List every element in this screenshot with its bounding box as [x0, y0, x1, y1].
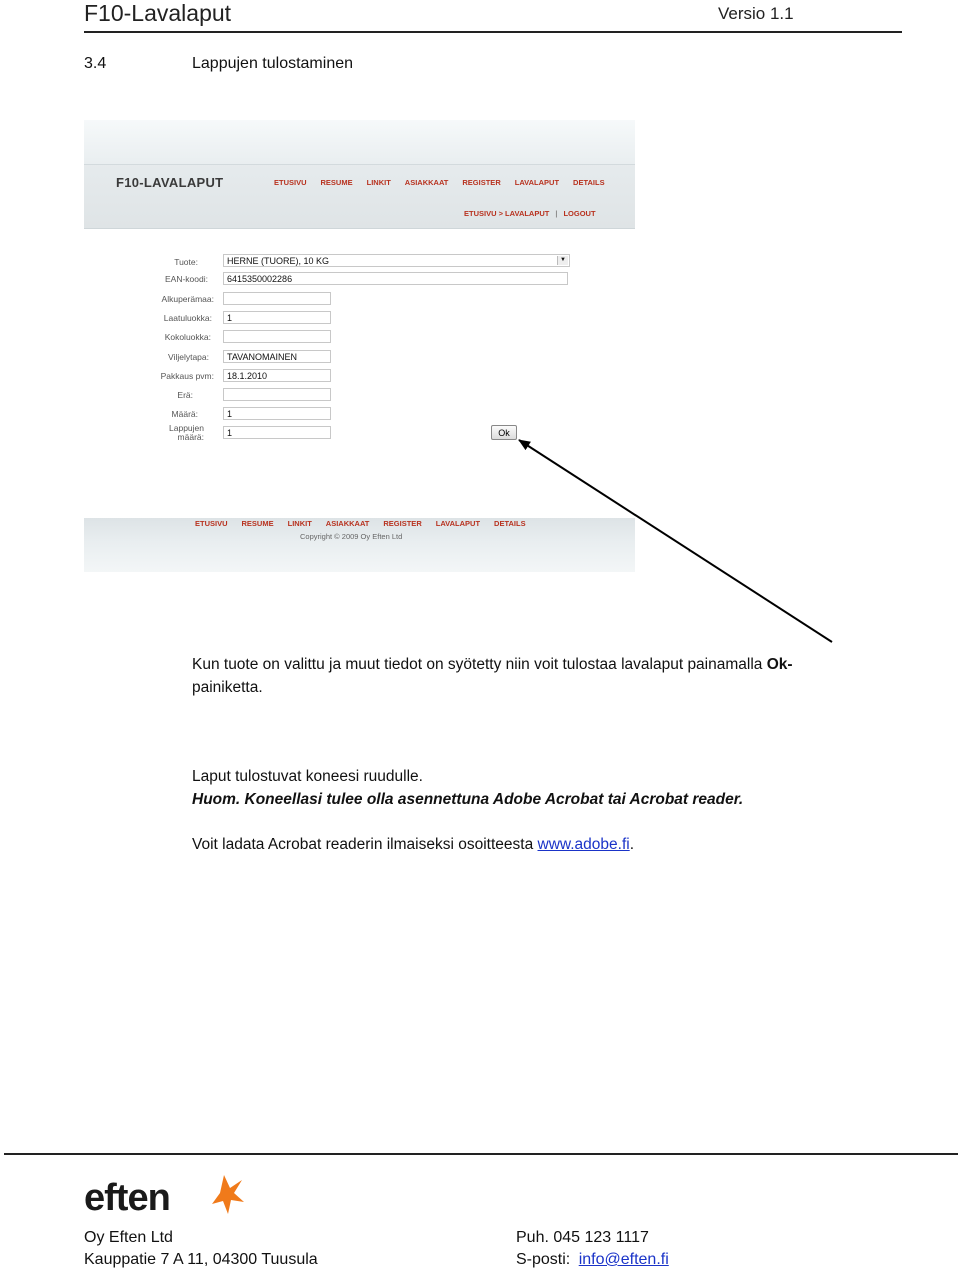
labels-count-label-line2: määrä: [177, 432, 204, 442]
email-row [516, 1251, 669, 1269]
footer-divider [4, 1153, 958, 1155]
top-nav-register[interactable]: REGISTER [462, 178, 501, 187]
eften-logo-mark [84, 1172, 254, 1220]
origin-label: Alkuperämaa: [161, 294, 214, 304]
quality-input[interactable]: 1 [223, 311, 331, 324]
download-paragraph [192, 833, 634, 856]
chevron-down-icon[interactable]: ▼ [557, 256, 568, 265]
amount-input[interactable]: 1 [223, 407, 331, 420]
instruction-text: Kun tuote on valittu ja muut tiedot on syötetty niin voit tulostaa lavalaput painamalla [192, 656, 767, 673]
labels-count-input[interactable]: 1 [223, 426, 331, 439]
labels-count-label-line1: Lappujen [169, 423, 204, 433]
section-number: 3.4 [84, 55, 107, 72]
adobe-link[interactable]: www.adobe.fi [537, 836, 630, 853]
bottom-nav-register[interactable]: REGISTER [383, 519, 422, 528]
bottom-nav-linkit[interactable]: LINKIT [287, 519, 312, 528]
instruction-paragraph [192, 653, 892, 699]
instruction-text-2: painiketta. [192, 679, 263, 696]
app-logo: F10-LAVALAPUT [116, 175, 224, 190]
instruction-bold: Ok- [766, 656, 793, 673]
ean-input[interactable]: 6415350002286 [223, 272, 568, 285]
section-title: Lappujen tulostaminen [192, 55, 354, 72]
document-title: F10-Lavalaput [84, 0, 232, 26]
top-nav-linkit[interactable]: LINKIT [366, 178, 391, 187]
amount-label: Määrä: [171, 409, 198, 419]
email-label: S-posti: [516, 1251, 571, 1268]
size-label: Kokoluokka: [164, 332, 211, 342]
product-select-value: HERNE (TUORE), 10 KG [227, 256, 330, 266]
download-text: Voit ladata Acrobat readerin ilmaiseksi osoitteesta [192, 836, 538, 853]
print-info: Laput tulostuvat koneesi ruudulle. [192, 768, 423, 785]
method-input[interactable]: TAVANOMAINEN [223, 350, 331, 363]
star-icon [212, 1175, 244, 1214]
bottom-nav-lavalaput[interactable]: LAVALAPUT [435, 519, 481, 528]
top-nav-details[interactable]: DETAILS [573, 178, 605, 187]
company-address: Kauppatie 7 A 11, 04300 Tuusula [84, 1251, 318, 1268]
pack-date-label: Pakkaus pvm: [160, 371, 214, 381]
quality-label: Laatuluokka: [163, 313, 212, 323]
top-nav-etusivu[interactable]: ETUSIVU [274, 178, 307, 187]
batch-label: Erä: [177, 390, 193, 400]
bottom-nav-asiakkaat[interactable]: ASIAKKAAT [325, 519, 370, 528]
download-end: . [629, 836, 635, 853]
company-name: Oy Eften Ltd [84, 1229, 173, 1246]
email-link[interactable]: info@eften.fi [578, 1251, 669, 1268]
breadcrumb-trail[interactable]: ETUSIVU > LAVALAPUT [464, 209, 550, 218]
eften-logo [84, 1172, 254, 1225]
pack-date-input[interactable]: 18.1.2010 [223, 369, 331, 382]
top-nav-resume[interactable]: RESUME [320, 178, 353, 187]
logout-link[interactable]: LOGOUT [563, 209, 596, 218]
ok-button[interactable]: Ok [491, 425, 517, 440]
product-label: Tuote: [174, 257, 198, 267]
company-phone: Puh. 045 123 1117 [516, 1229, 649, 1246]
eften-logo-text: eften [84, 1177, 170, 1219]
top-nav-asiakkaat[interactable]: ASIAKKAAT [404, 178, 449, 187]
breadcrumb-separator: | [555, 209, 558, 218]
bottom-nav-details[interactable]: DETAILS [494, 519, 526, 528]
copyright-text: Copyright © 2009 Oy Eften Ltd [300, 532, 403, 541]
top-nav-lavalaput[interactable]: LAVALAPUT [514, 178, 560, 187]
ean-label: EAN-koodi: [165, 274, 208, 284]
bottom-nav-etusivu[interactable]: ETUSIVU [195, 519, 228, 528]
method-label: Viljelytapa: [168, 352, 209, 362]
bottom-nav-resume[interactable]: RESUME [241, 519, 274, 528]
note-text: Huom. Koneellasi tulee olla asennettuna Adobe Acrobat tai Acrobat reader. [192, 791, 744, 808]
document-version: Versio 1.1 [718, 4, 794, 23]
